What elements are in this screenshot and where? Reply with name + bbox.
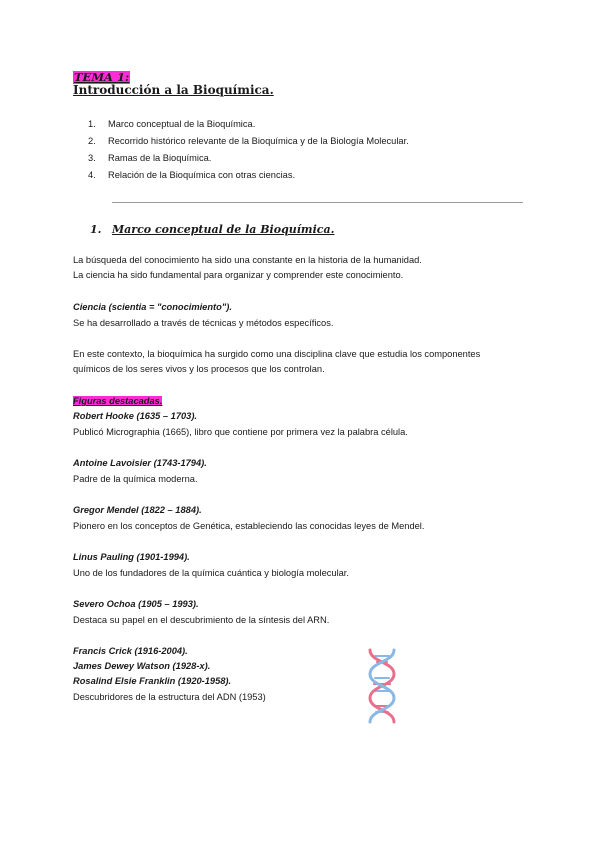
figure-name-pauling: Linus Pauling (1901-1994). (73, 552, 190, 562)
highlighted-heading: Figuras destacadas. (73, 396, 163, 406)
figures-heading (73, 394, 162, 409)
ciencia-heading: Ciencia (scientia = "conocimiento"). (73, 302, 232, 312)
toc-item-number: 2. (88, 136, 96, 146)
toc-item (88, 150, 409, 167)
context-line-2: químicos de los seres vivos y los procesos que los controlan. (73, 364, 325, 374)
toc-item-text: Recorrido histórico relevante de la Bioquímica y de la Biología Molecular. (108, 136, 409, 146)
figure-text-dna: Descubridores de la estructura del ADN (1953) (73, 692, 266, 702)
figure-name-mendel: Gregor Mendel (1822 – 1884). (73, 505, 202, 515)
section-number: 1. (90, 223, 102, 236)
figure-name-hooke: Robert Hooke (1635 – 1703). (73, 411, 198, 421)
toc-item (88, 167, 409, 184)
figure-name-watson: James Dewey Watson (1928-x). (73, 661, 211, 671)
figure-name-franklin: Rosalind Elsie Franklin (1920-1958). (73, 676, 232, 686)
figure-text-lavoisier: Padre de la química moderna. (73, 474, 198, 484)
section-heading (90, 223, 334, 237)
toc-item (88, 116, 409, 133)
intro-line-1: La búsqueda del conocimiento ha sido una constante en la historia de la humanidad. (73, 255, 422, 265)
figure-text-mendel: Pionero en los conceptos de Genética, estableciendo las conocidas leyes de Mendel. (73, 521, 425, 531)
page-title: Introducción a la Bioquímica. (73, 83, 274, 97)
toc-item-text: Relación de la Bioquímica con otras ciencias. (108, 170, 296, 180)
context-line-1: En este contexto, la bioquímica ha surgido como una disciplina clave que estudia los componentes (73, 349, 481, 359)
section-title: Marco conceptual de la Bioquímica. (112, 223, 335, 236)
table-of-contents (88, 116, 409, 184)
toc-item-number: 1. (88, 119, 96, 129)
figure-name-lavoisier: Antoine Lavoisier (1743-1794). (73, 458, 207, 468)
divider (112, 202, 523, 203)
toc-item-number: 3. (88, 153, 96, 163)
figure-text-hooke: Publicó Micrographia (1665), libro que contiene por primera vez la palabra célula. (73, 427, 408, 437)
ciencia-text: Se ha desarrollado a través de técnicas y métodos específicos. (73, 318, 334, 328)
figure-text-ochoa: Destaca su papel en el descubrimiento de la síntesis del ARN. (73, 615, 330, 625)
intro-line-2: La ciencia ha sido fundamental para organizar y comprender este conocimiento. (73, 270, 404, 280)
tema-label: TEMA 1: (74, 70, 130, 84)
toc-item-text: Marco conceptual de la Bioquímica. (108, 119, 256, 129)
toc-item (88, 133, 409, 150)
figure-name-crick: Francis Crick (1916-2004). (73, 646, 188, 656)
toc-item-text: Ramas de la Bioquímica. (108, 153, 212, 163)
figure-name-ochoa: Severo Ochoa (1905 – 1993). (73, 599, 199, 609)
figure-text-pauling: Uno de los fundadores de la química cuántica y biología molecular. (73, 568, 349, 578)
toc-item-number: 4. (88, 170, 96, 180)
dna-helix-icon (360, 648, 404, 724)
